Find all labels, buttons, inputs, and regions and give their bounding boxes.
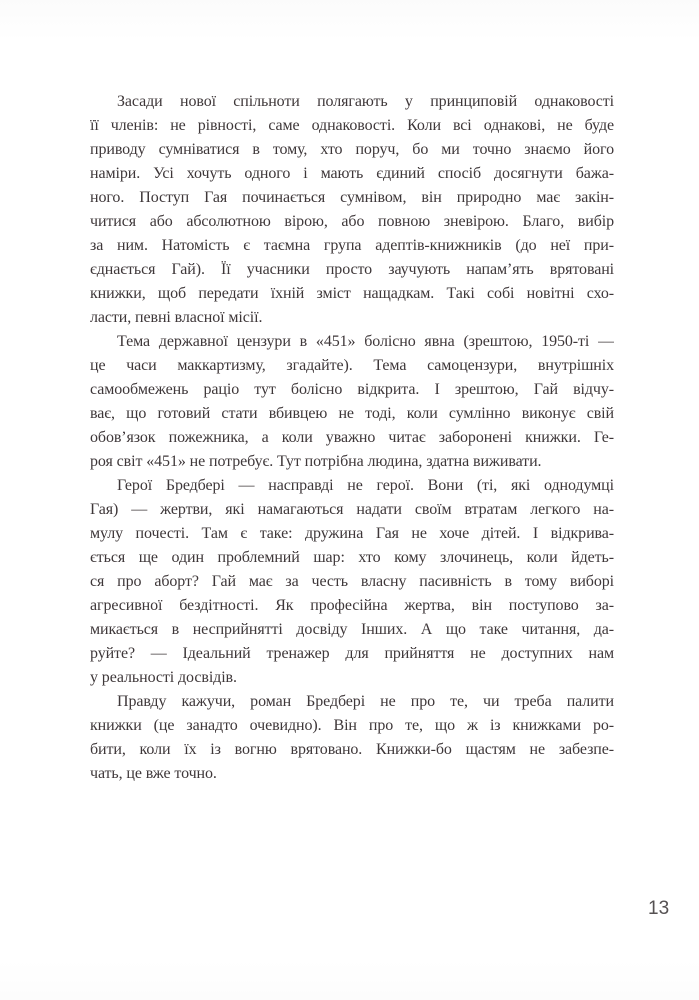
text-line: Герої Бредбері — насправді не герої. Вони (ті, які однодумці [117, 477, 614, 494]
text-line: ся про аборт? Гай має за честь власну пасивність в тому виборі [90, 573, 614, 590]
text-line: книжки (це занадто очевидно). Він про те, що ж із книжками ро- [90, 717, 614, 734]
text-line: Гая) — жертви, які намагаються надати своїм втратам легкого на- [90, 501, 614, 518]
text-line: приводу сумніватися в тому, хто поруч, бо ми точно знаємо його [90, 141, 614, 158]
text-line: обов’язок пожежника, а коли уважно читає заборонені книжки. Ге- [90, 429, 614, 446]
text-line: у реальності досвідів. [90, 669, 237, 686]
text-line: наміри. Усі хочуть одного і мають єдиний спосіб досягнути бажа- [90, 165, 614, 182]
text-line: за ним. Натомість є таємна група адептів-книжників (до неї при- [90, 237, 614, 254]
text-line: її членів: не рівності, саме однаковості. Коли всі однакові, не буде [90, 117, 614, 134]
text-line: ється ще один проблемний шар: хто кому злочинець, коли йдеть- [90, 549, 614, 566]
text-line: Тема державної цензури в «451» болісно явна (зрештою, 1950-ті — [117, 333, 614, 350]
text-line: микається в несприйнятті досвіду Інших. А що таке читання, да- [90, 621, 614, 638]
text-line: Засади нової спільноти полягають у принциповій однаковості [117, 93, 614, 110]
text-line: ного. Поступ Гая починається сумнівом, він природно має закін- [90, 189, 614, 206]
text-line: це часи маккартизму, згадайте). Тема самоцензури, внутрішніх [90, 357, 614, 374]
text-line: книжки, щоб передати їхній зміст нащадкам. Такі собі новітні схо- [90, 285, 614, 302]
text-line: бити, коли їх із вогню врятовано. Книжки-бо щастям не забезпе- [90, 741, 614, 758]
body-text [90, 90, 614, 786]
text-line: мулу почесті. Там є таке: дружина Гая не хоче дітей. І відкрива- [90, 525, 614, 542]
text-line: самообмежень раціо тут болісно відкрита. І зрештою, Гай відчу- [90, 381, 614, 398]
text-line: читися або абсолютною вірою, або повною зневірою. Благо, вибір [90, 213, 614, 230]
text-line: єднається Гай). Її учасники просто заучують напам’ять врятовані [90, 261, 614, 278]
text-line: ває, що готовий стати вбивцею не тоді, коли сумлінно виконує свій [90, 405, 614, 422]
text-line: ласти, певні власної місії. [90, 309, 263, 326]
text-line: Правду кажучи, роман Бредбері не про те, чи треба палити [117, 693, 614, 710]
page-number: 13 [648, 898, 670, 919]
text-line: агресивної бездітності. Як професійна жертва, він поступово за- [90, 597, 614, 614]
text-line: чать, це вже точно. [90, 765, 217, 782]
text-line: роя світ «451» не потребує. Тут потрібна людина, здатна виживати. [90, 453, 542, 470]
text-line: руйте? — Ідеальний тренажер для прийняття не доступних нам [90, 645, 614, 662]
